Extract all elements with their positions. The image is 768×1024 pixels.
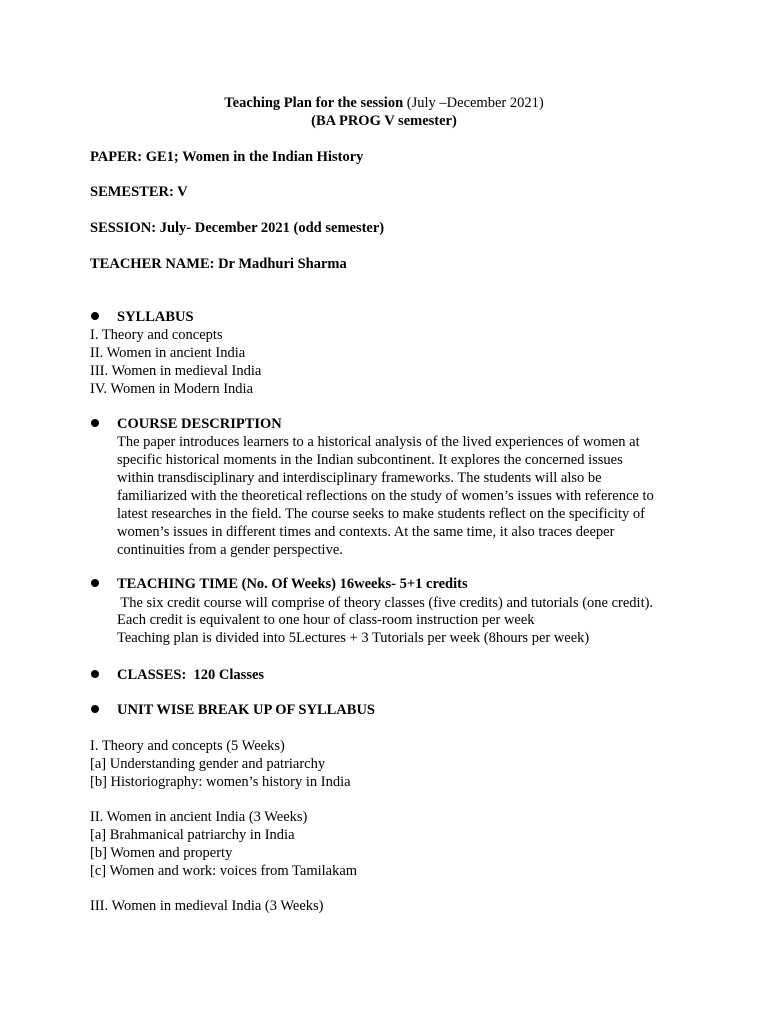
course-description-line: women’s issues in different times and contexts. At the same time, it also traces deeper (117, 524, 615, 540)
course-description-line: continuities from a gender perspective. (117, 542, 343, 558)
syllabus-item: IV. Women in Modern India (90, 381, 254, 397)
document-title (0, 94, 768, 112)
teacher-line: TEACHER NAME: Dr Madhuri Sharma (90, 256, 347, 272)
paper-line: PAPER: GE1; Women in the Indian History (90, 149, 364, 165)
course-description-line: The paper introduces learners to a historical analysis of the lived experiences of women at (117, 434, 640, 450)
syllabus-item: III. Women in medieval India (90, 363, 262, 379)
unit-item: [b] Women and property (90, 845, 233, 861)
unit-item: [c] Women and work: voices from Tamilakam (90, 863, 358, 879)
unit-breakup-heading: UNIT WISE BREAK UP OF SYLLABUS (117, 702, 375, 718)
unit-item: [a] Understanding gender and patriarchy (90, 756, 326, 772)
document-subtitle: (BA PROG V semester) (311, 113, 457, 129)
bullet-icon (91, 705, 99, 713)
unit-title: I. Theory and concepts (5 Weeks) (90, 738, 285, 754)
course-description-heading: COURSE DESCRIPTION (117, 416, 282, 432)
session-line: SESSION: July- December 2021 (odd semester) (90, 220, 385, 236)
teaching-time-line: Each credit is equivalent to one hour of class-room instruction per week (117, 612, 535, 628)
course-description-line: familiarized with the theoretical reflections on the study of women’s issues with reference to (117, 488, 654, 504)
title-session: (July –December 2021) (403, 95, 544, 111)
syllabus-item: I. Theory and concepts (90, 327, 223, 343)
bullet-icon (91, 419, 99, 427)
semester-line: SEMESTER: V (90, 184, 188, 200)
teaching-time-heading: TEACHING TIME (No. Of Weeks) 16weeks- 5+1 credits (117, 576, 468, 592)
unit-item: [b] Historiography: women’s history in India (90, 774, 351, 790)
syllabus-heading: SYLLABUS (117, 309, 194, 325)
classes-heading: CLASSES: 120 Classes (117, 667, 265, 683)
unit-item: [a] Brahmanical patriarchy in India (90, 827, 295, 843)
unit-title: III. Women in medieval India (3 Weeks) (90, 898, 324, 914)
course-description-line: latest researches in the field. The course seeks to make students reflect on the specificity of (117, 506, 645, 522)
course-description-line: within transdisciplinary and interdisciplinary frameworks. The students will also be (117, 470, 602, 486)
teaching-time-line: The six credit course will comprise of theory classes (five credits) and tutorials (one credit). (117, 595, 654, 611)
course-description-line: specific historical moments in the Indian subcontinent. It explores the concerned issues (117, 452, 623, 468)
teaching-time-line: Teaching plan is divided into 5Lectures + 3 Tutorials per week (8hours per week) (117, 630, 590, 646)
unit-title: II. Women in ancient India (3 Weeks) (90, 809, 308, 825)
bullet-icon (91, 670, 99, 678)
bullet-icon (91, 312, 99, 320)
title-bold: Teaching Plan for the session (224, 95, 404, 111)
syllabus-item: II. Women in ancient India (90, 345, 246, 361)
bullet-icon (91, 579, 99, 587)
